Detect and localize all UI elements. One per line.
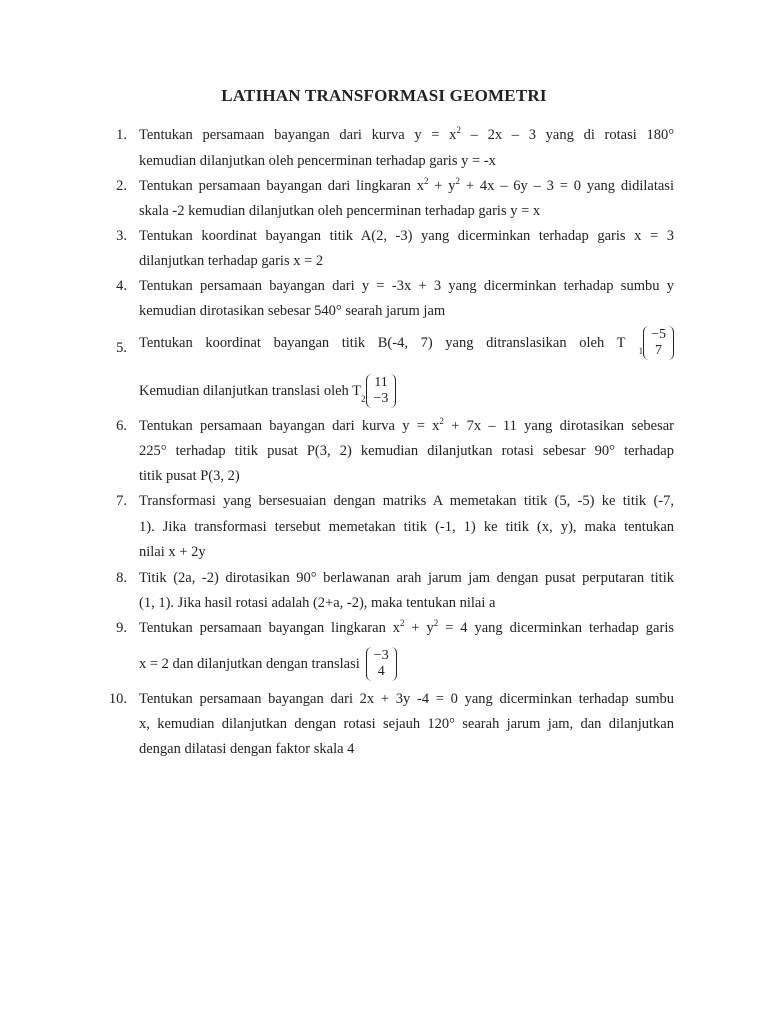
item-text: skala -2 kemudian dilanjutkan oleh pencerminan terhadap garis y = x <box>139 203 541 219</box>
translation-matrix: −3 4 <box>366 647 397 681</box>
translation-matrix: −5 7 <box>643 326 674 360</box>
item-text: Transformasi yang bersesuaian dengan matriks A memetakan titik (5, -5) ke titik (-7, <box>139 493 674 509</box>
item-text: Kemudian dilanjutkan translasi oleh T $_2$ 11 −3 <box>139 374 674 408</box>
item-text: Tentukan persamaan bayangan dari lingkaran $x^2 + y^2 + 4x - 6y - 3 = 0$ yang didilatasi <box>139 176 674 194</box>
item-text: dengan dilatasi dengan faktor skala 4 <box>139 741 355 757</box>
translation-matrix: 11 −3 <box>366 374 397 408</box>
item-number: 10. <box>108 691 127 707</box>
item-text: (1, 1). Jika hasil rotasi adalah (2+a, -2), maka tentukan nilai a <box>139 595 496 611</box>
item-text: Tentukan koordinat bayangan titik B(-4, 7) yang ditranslasikan oleh T $_1$ −5 7 <box>139 326 674 360</box>
item-text: x = 2 dan dilanjutkan dengan translasi −3 4 <box>139 647 674 681</box>
item-number: 6. <box>116 418 127 434</box>
item-text: Titik (2a, -2) dirotasikan 90° berlawanan arah jarum jam dengan pusat perputaran titik <box>139 570 674 586</box>
item-text: Tentukan persamaan bayangan dari 2x + 3y -4 = 0 yang dicerminkan terhadap sumbu <box>139 691 674 707</box>
item-text: Tentukan persamaan bayangan dari kurva $y = x^2 + 7x - 11$ yang dirotasikan sebesar <box>139 416 674 434</box>
item-text: 225° terhadap titik pusat P(3, 2) kemudian dilanjutkan rotasi sebesar 90° terhadap <box>139 443 674 459</box>
item-text: kemudian dilanjutkan oleh pencerminan terhadap garis y = -x <box>139 153 496 169</box>
item-number: 4. <box>116 278 127 294</box>
item-number: 9. <box>116 620 127 636</box>
item-number: 8. <box>116 570 127 586</box>
item-number: 5. <box>116 340 127 356</box>
item-text: kemudian dirotasikan sebesar 540° searah jarum jam <box>139 303 446 319</box>
item-text: titik pusat P(3, 2) <box>139 468 240 484</box>
item-number: 2. <box>116 178 127 194</box>
item-text: Tentukan persamaan bayangan dari kurva $y = x^2 - 2x - 3$ yang di rotasi 180° <box>139 125 675 143</box>
item-text: Tentukan koordinat bayangan titik A(2, -3) yang dicerminkan terhadap garis x = 3 <box>139 228 674 244</box>
page-title: LATIHAN TRANSFORMASI GEOMETRI <box>221 86 547 105</box>
item-text: Tentukan persamaan bayangan lingkaran $x^2 + y^2 = 4$ yang dicerminkan terhadap garis <box>139 618 674 636</box>
item-text: dilanjutkan terhadap garis x = 2 <box>139 253 324 269</box>
item-text: x, kemudian dilanjutkan dengan rotasi sejauh 120° searah jarum jam, dan dilanjutkan <box>139 716 674 732</box>
item-text: Tentukan persamaan bayangan dari y = -3x + 3 yang dicerminkan terhadap sumbu y <box>139 278 674 294</box>
item-number: 3. <box>116 228 127 244</box>
item-text: nilai x + 2y <box>139 544 206 560</box>
item-text: 1). Jika transformasi tersebut memetakan titik (-1, 1) ke titik (x, y), maka tentukan <box>139 519 674 535</box>
item-number: 7. <box>116 493 127 509</box>
item-number: 1. <box>116 127 127 143</box>
